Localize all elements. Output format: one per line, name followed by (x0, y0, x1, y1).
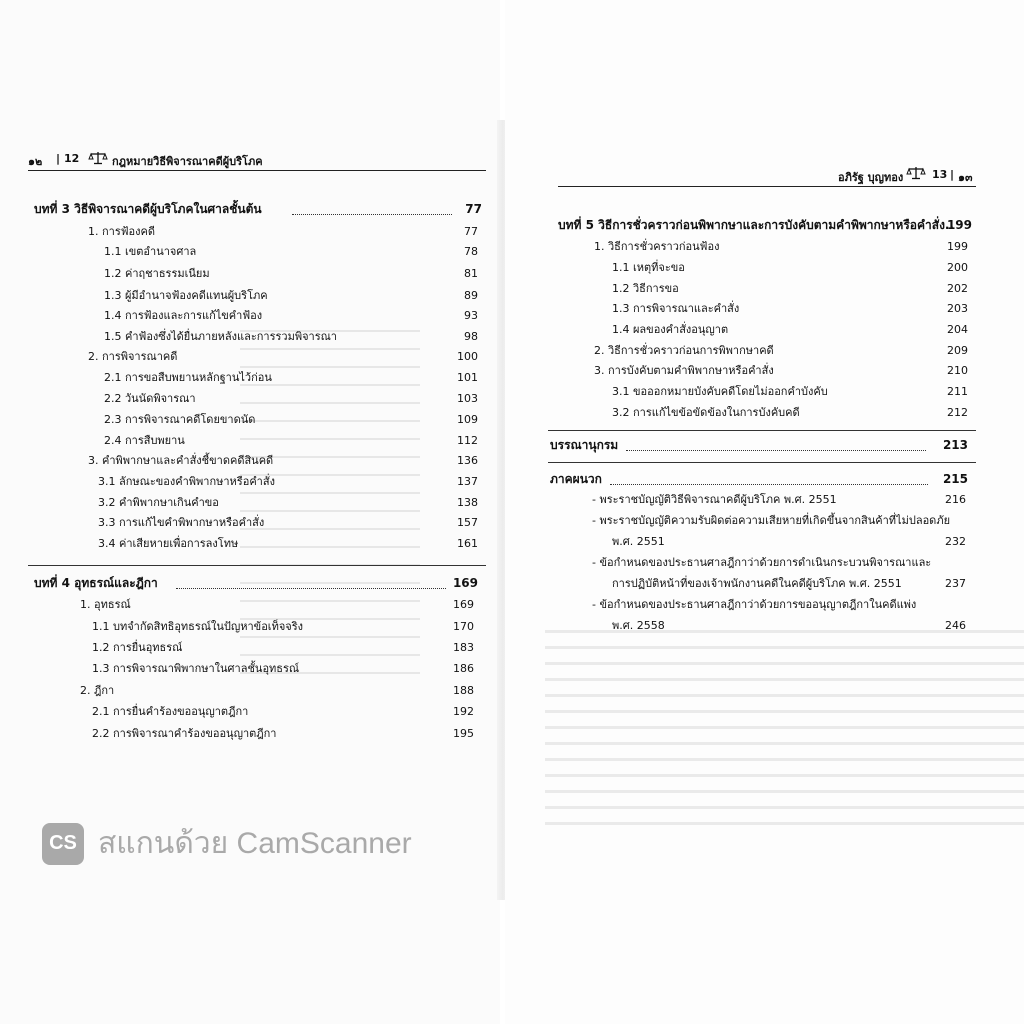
author-header: อภิรัฐ บุญทอง (838, 171, 904, 184)
toc-entry: พ.ศ. 2558 (612, 619, 665, 632)
toc-entry: 2.4 การสืบพยาน (104, 434, 185, 447)
camscanner-watermark-text: สแกนด้วย CamScanner (98, 827, 412, 860)
right-page (505, 0, 1024, 1024)
toc-page-number: 109 (457, 413, 478, 426)
toc-page-number: 77 (465, 202, 482, 216)
toc-entry: 3. การบังคับตามคำพิพากษาหรือคำสั่ง (594, 364, 774, 377)
toc-entry: การปฏิบัติหน้าที่ของเจ้าพนักงานคดีในคดีผู้บริโภค พ.ศ. 2551 (612, 577, 902, 590)
toc-entry: 1.2 ค่าฤชาธรรมเนียม (104, 267, 210, 280)
toc-page-number: 77 (464, 225, 478, 238)
toc-page-number: 157 (457, 516, 478, 529)
toc-entry: 3.4 ค่าเสียหายเพื่อการลงโทษ (98, 537, 239, 550)
toc-page-number: 199 (946, 218, 972, 232)
toc-page-number: 212 (947, 406, 968, 419)
toc-entry: 2. การพิจารณาคดี (88, 350, 178, 363)
toc-page-number: 200 (947, 261, 968, 274)
toc-page-number: 195 (453, 727, 474, 740)
toc-entry: 3.2 คำพิพากษาเกินคำขอ (98, 496, 219, 509)
toc-entry: 1. อุทธรณ์ (80, 598, 131, 611)
book-title-header: กฎหมายวิธีพิจารณาคดีผู้บริโภค (112, 155, 263, 168)
toc-dot-leader (610, 484, 928, 485)
toc-page-number: 101 (457, 371, 478, 384)
toc-entry: 1.2 วิธีการขอ (612, 282, 679, 295)
toc-entry: 1.3 การพิจารณาและคำสั่ง (612, 302, 740, 315)
toc-page-number: 98 (464, 330, 478, 343)
toc-page-number: 209 (947, 344, 968, 357)
toc-page-number: 112 (457, 434, 478, 447)
right-page-number-thai: ๑๓ (958, 171, 973, 184)
toc-page-number: 203 (947, 302, 968, 315)
toc-entry: 2.1 การขอสืบพยานหลักฐานไว้ก่อน (104, 371, 272, 384)
toc-dot-leader (626, 450, 926, 451)
toc-page-number: 186 (453, 662, 474, 675)
toc-page-number: 232 (945, 535, 966, 548)
toc-entry: 1.3 ผู้มีอำนาจฟ้องคดีแทนผู้บริโภค (104, 289, 268, 302)
toc-page-number: 136 (457, 454, 478, 467)
toc-entry: พ.ศ. 2551 (612, 535, 665, 548)
toc-entry: 2.2 วันนัดพิจารณา (104, 392, 196, 405)
toc-page-number: 103 (457, 392, 478, 405)
toc-page-number: 81 (464, 267, 478, 280)
toc-page-number: 216 (945, 493, 966, 506)
chapter-divider (28, 565, 486, 566)
toc-page-number: 211 (947, 385, 968, 398)
toc-page-number: 78 (464, 245, 478, 258)
toc-entry: 2.1 การยื่นคำร้องขออนุญาตฎีกา (92, 705, 249, 718)
toc-entry: 1.1 เหตุที่จะขอ (612, 261, 685, 274)
scales-of-justice-icon (88, 151, 108, 165)
toc-page-number: 169 (452, 576, 478, 590)
scales-of-justice-icon (906, 166, 926, 180)
section-divider (548, 430, 976, 431)
toc-entry: 3.1 ขอออกหมายบังคับคดีโดยไม่ออกคำบังคับ (612, 385, 828, 398)
toc-page-number: 188 (453, 684, 474, 697)
toc-page-number: 170 (453, 620, 474, 633)
toc-entry: 1. วิธีการชั่วคราวก่อนฟ้อง (594, 240, 720, 253)
toc-entry: 1.4 การฟ้องและการแก้ไขคำฟ้อง (104, 309, 263, 322)
left-page-number: 12 (64, 152, 80, 165)
toc-page-number: 100 (457, 350, 478, 363)
right-page-number: 13 (932, 168, 948, 181)
toc-page-number: 204 (947, 323, 968, 336)
toc-entry: 1.4 ผลของคำสั่งอนุญาต (612, 323, 729, 336)
camscanner-logo-icon: CS (42, 823, 84, 865)
toc-page-number: 210 (947, 364, 968, 377)
toc-page-number: 202 (947, 282, 968, 295)
toc-page-number: 89 (464, 289, 478, 302)
toc-entry: 2. วิธีการชั่วคราวก่อนการพิพากษาคดี (594, 344, 774, 357)
toc-entry: 3.1 ลักษณะของคำพิพากษาหรือคำสั่ง (98, 475, 275, 488)
toc-entry: 3.2 การแก้ไขข้อขัดข้องในการบังคับคดี (612, 406, 800, 419)
bleed-through-text (545, 630, 1024, 830)
toc-entry: 1.1 เขตอำนาจศาล (104, 245, 197, 258)
toc-entry: 1.2 การยื่นอุทธรณ์ (92, 641, 183, 654)
toc-page-number: 237 (945, 577, 966, 590)
left-page-number-thai: ๑๒ (28, 155, 43, 168)
left-header-rule (28, 170, 486, 171)
toc-chapter-heading: บทที่ 4 อุทธรณ์และฎีกา (34, 576, 158, 590)
toc-entry: - ข้อกำหนดของประธานศาลฎีกาว่าด้วยการดำเนินกระบวนพิจารณาและ (592, 556, 932, 569)
toc-entry: - พระราชบัญญัติวิธีพิจารณาคดีผู้บริโภค พ.ศ. 2551 (592, 493, 837, 506)
toc-entry: 2.3 การพิจารณาคดีโดยขาดนัด (104, 413, 256, 426)
toc-page-number: 137 (457, 475, 478, 488)
toc-page-number: 246 (945, 619, 966, 632)
toc-page-number: 93 (464, 309, 478, 322)
toc-chapter-heading: บรรณานุกรม (550, 438, 619, 452)
toc-entry: 1.1 บทจำกัดสิทธิอุทธรณ์ในปัญหาข้อเท็จจริง (92, 620, 303, 633)
toc-chapter-heading: บทที่ 5 วิธีการชั่วคราวก่อนพิพากษาและการบังคับตามคำพิพากษาหรือคำสั่ง.. (558, 218, 955, 232)
toc-page-number: 199 (947, 240, 968, 253)
toc-page-number: 215 (942, 472, 968, 486)
section-divider (548, 462, 976, 463)
toc-page-number: 192 (453, 705, 474, 718)
toc-page-number: 138 (457, 496, 478, 509)
toc-entry: 1.5 คำฟ้องซึ่งได้ยื่นภายหลังและการรวมพิจารณา (104, 330, 337, 343)
toc-page-number: 169 (453, 598, 474, 611)
toc-entry: 3.3 การแก้ไขคำพิพากษาหรือคำสั่ง (98, 516, 265, 529)
toc-dot-leader (176, 588, 446, 589)
toc-entry: 2.2 การพิจารณาคำร้องขออนุญาตฎีกา (92, 727, 277, 740)
right-header-rule (558, 186, 976, 187)
toc-chapter-heading: บทที่ 3 วิธีพิจารณาคดีผู้บริโภคในศาลชั้นต้น (34, 202, 262, 216)
toc-entry: - พระราชบัญญัติความรับผิดต่อความเสียหายที่เกิดขึ้นจากสินค้าที่ไม่ปลอดภัย (592, 514, 951, 527)
toc-entry: 1. การฟ้องคดี (88, 225, 156, 238)
toc-chapter-heading: ภาคผนวก (550, 472, 602, 486)
left-header-separator: | (56, 152, 61, 165)
toc-entry: 3. คำพิพากษาและคำสั่งชี้ขาดคดีสินคดี (88, 454, 274, 467)
right-header-separator: | (950, 168, 955, 181)
camscanner-watermark (42, 820, 412, 867)
toc-dot-leader (292, 214, 452, 215)
toc-entry: 2. ฎีกา (80, 684, 115, 697)
toc-page-number: 161 (457, 537, 478, 550)
toc-page-number: 183 (453, 641, 474, 654)
toc-page-number: 213 (942, 438, 968, 452)
toc-entry: 1.3 การพิจารณาพิพากษาในศาลชั้นอุทธรณ์ (92, 662, 300, 675)
toc-entry: - ข้อกำหนดของประธานศาลฎีกาว่าด้วยการขออนุญาตฎีกาในคดีแพ่ง (592, 598, 917, 611)
